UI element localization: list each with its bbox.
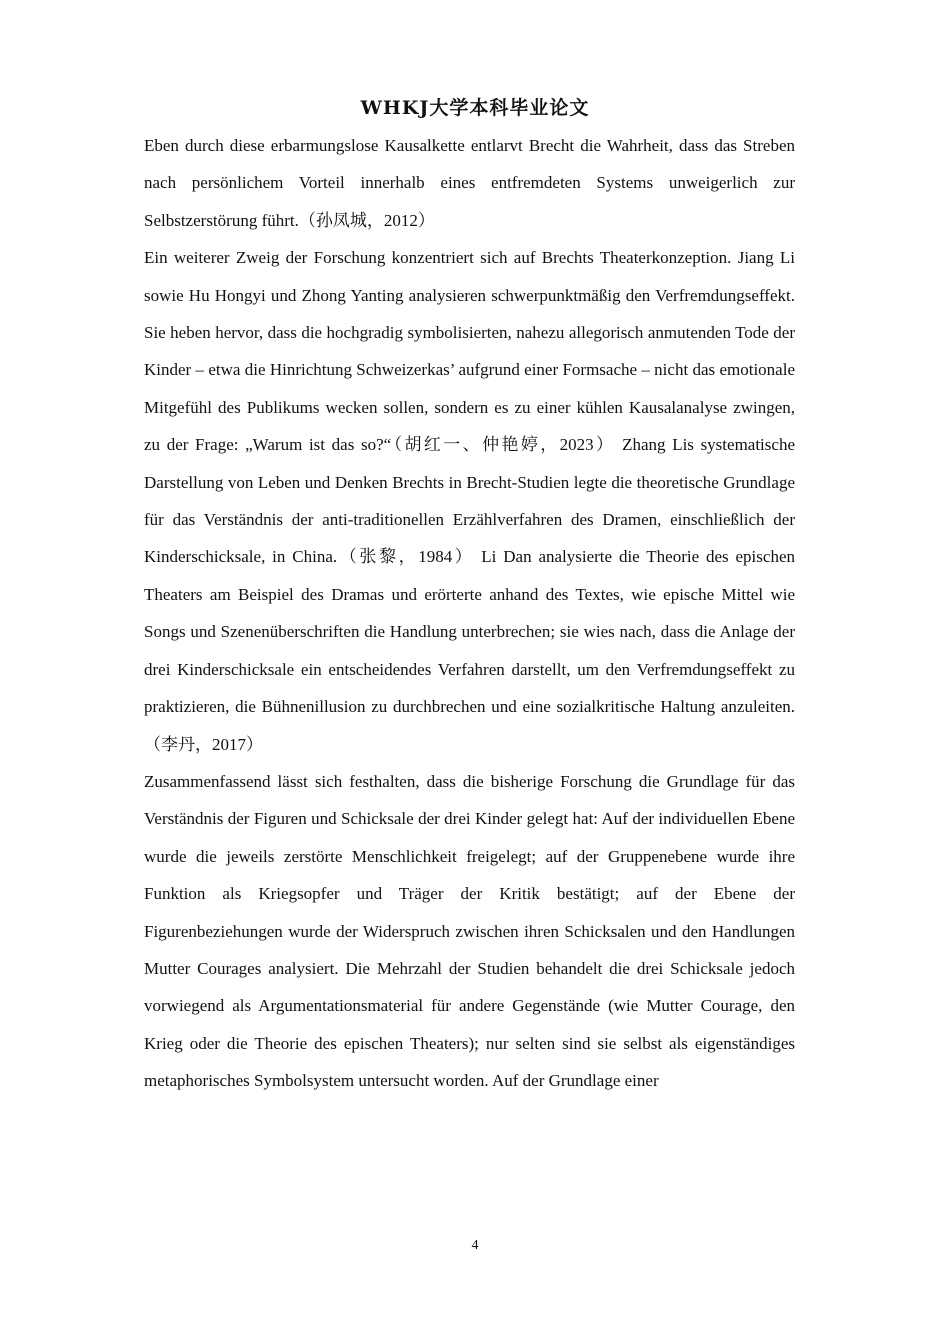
body-text [144, 127, 795, 1100]
paragraph-2: Ein weiterer Zweig der Forschung konzentriert sich auf Brechts Theaterkonzeption. Jiang Li sowie Hu Hongyi und Zhong Yanting analysieren schwerpunktmäßig den Verfremdungseffekt. Sie heben hervor, dass die hochgradig symbolisierten, nahezu allegorisch anmutenden Tode der Kinder – etwa die Hinrichtung Schweizerkas’ aufgrund einer Formsache – nicht das emotionale Mitgefühl des Publikums wecken sollen, sondern es zu einer kühlen Kausalanalyse zwingen, zu der Frage: „Warum ist das so?“（胡红一、仲艳婷，2023） Zhang Lis systematische Darstellung von Leben und Denken Brechts in Brecht-Studien legte die theoretische Grundlage für das Verständnis der anti-traditionellen Erzählverfahren des Dramen, einschließlich der Kinderschicksale, in China.（张黎，1984） Li Dan analysierte die Theorie des epischen Theaters am Beispiel des Dramas und erörterte anhand des Textes, wie epische Mittel wie Songs und Szenenüberschriften die Handlung unterbrechen; sie wies nach, dass die Anlage der drei Kinderschicksale ein entscheidendes Verfahren darstellt, um den Verfremdungseffekt zu praktizieren, die Bühnenillusion zu durchbrechen und eine sozialkritische Haltung anzuleiten.（李丹，2017） [144, 248, 795, 754]
paragraph-1: Eben durch diese erbarmungslose Kausalkette entlarvt Brecht die Wahrheit, dass das Streben nach persönlichem Vorteil innerhalb eines entfremdeten Systems unweigerlich zur Selbstzerstörung führt.（孙凤城，2012） [144, 136, 795, 230]
paragraph-3: Zusammenfassend lässt sich festhalten, dass die bisherige Forschung die Grundlage für das Verständnis der Figuren und Schicksale der drei Kinder gelegt hat: Auf der individuellen Ebene wurde die jeweils zerstörte Menschlichkeit freigelegt; auf der Gruppenebene wurde ihre Funktion als Kriegsopfer und Träger der Kritik bestätigt; auf der Ebene der Figurenbeziehungen wurde der Widerspruch zwischen ihren Schicksalen und den Handlungen Mutter Courages analysiert. Die Mehrzahl der Studien behandelt die drei Schicksale jedoch vorwiegend als Argumentationsmaterial für andere Gegenstände (wie Mutter Courage, den Krieg oder die Theorie des epischen Theaters); nur selten sind sie selbst als eigenständiges metaphorisches Symbolsystem untersucht worden. Auf der Grundlage einer [144, 771, 795, 1091]
page-header-title: WHKJ大学本科毕业论文 [360, 97, 590, 119]
page-number: 4 [471, 1238, 479, 1253]
